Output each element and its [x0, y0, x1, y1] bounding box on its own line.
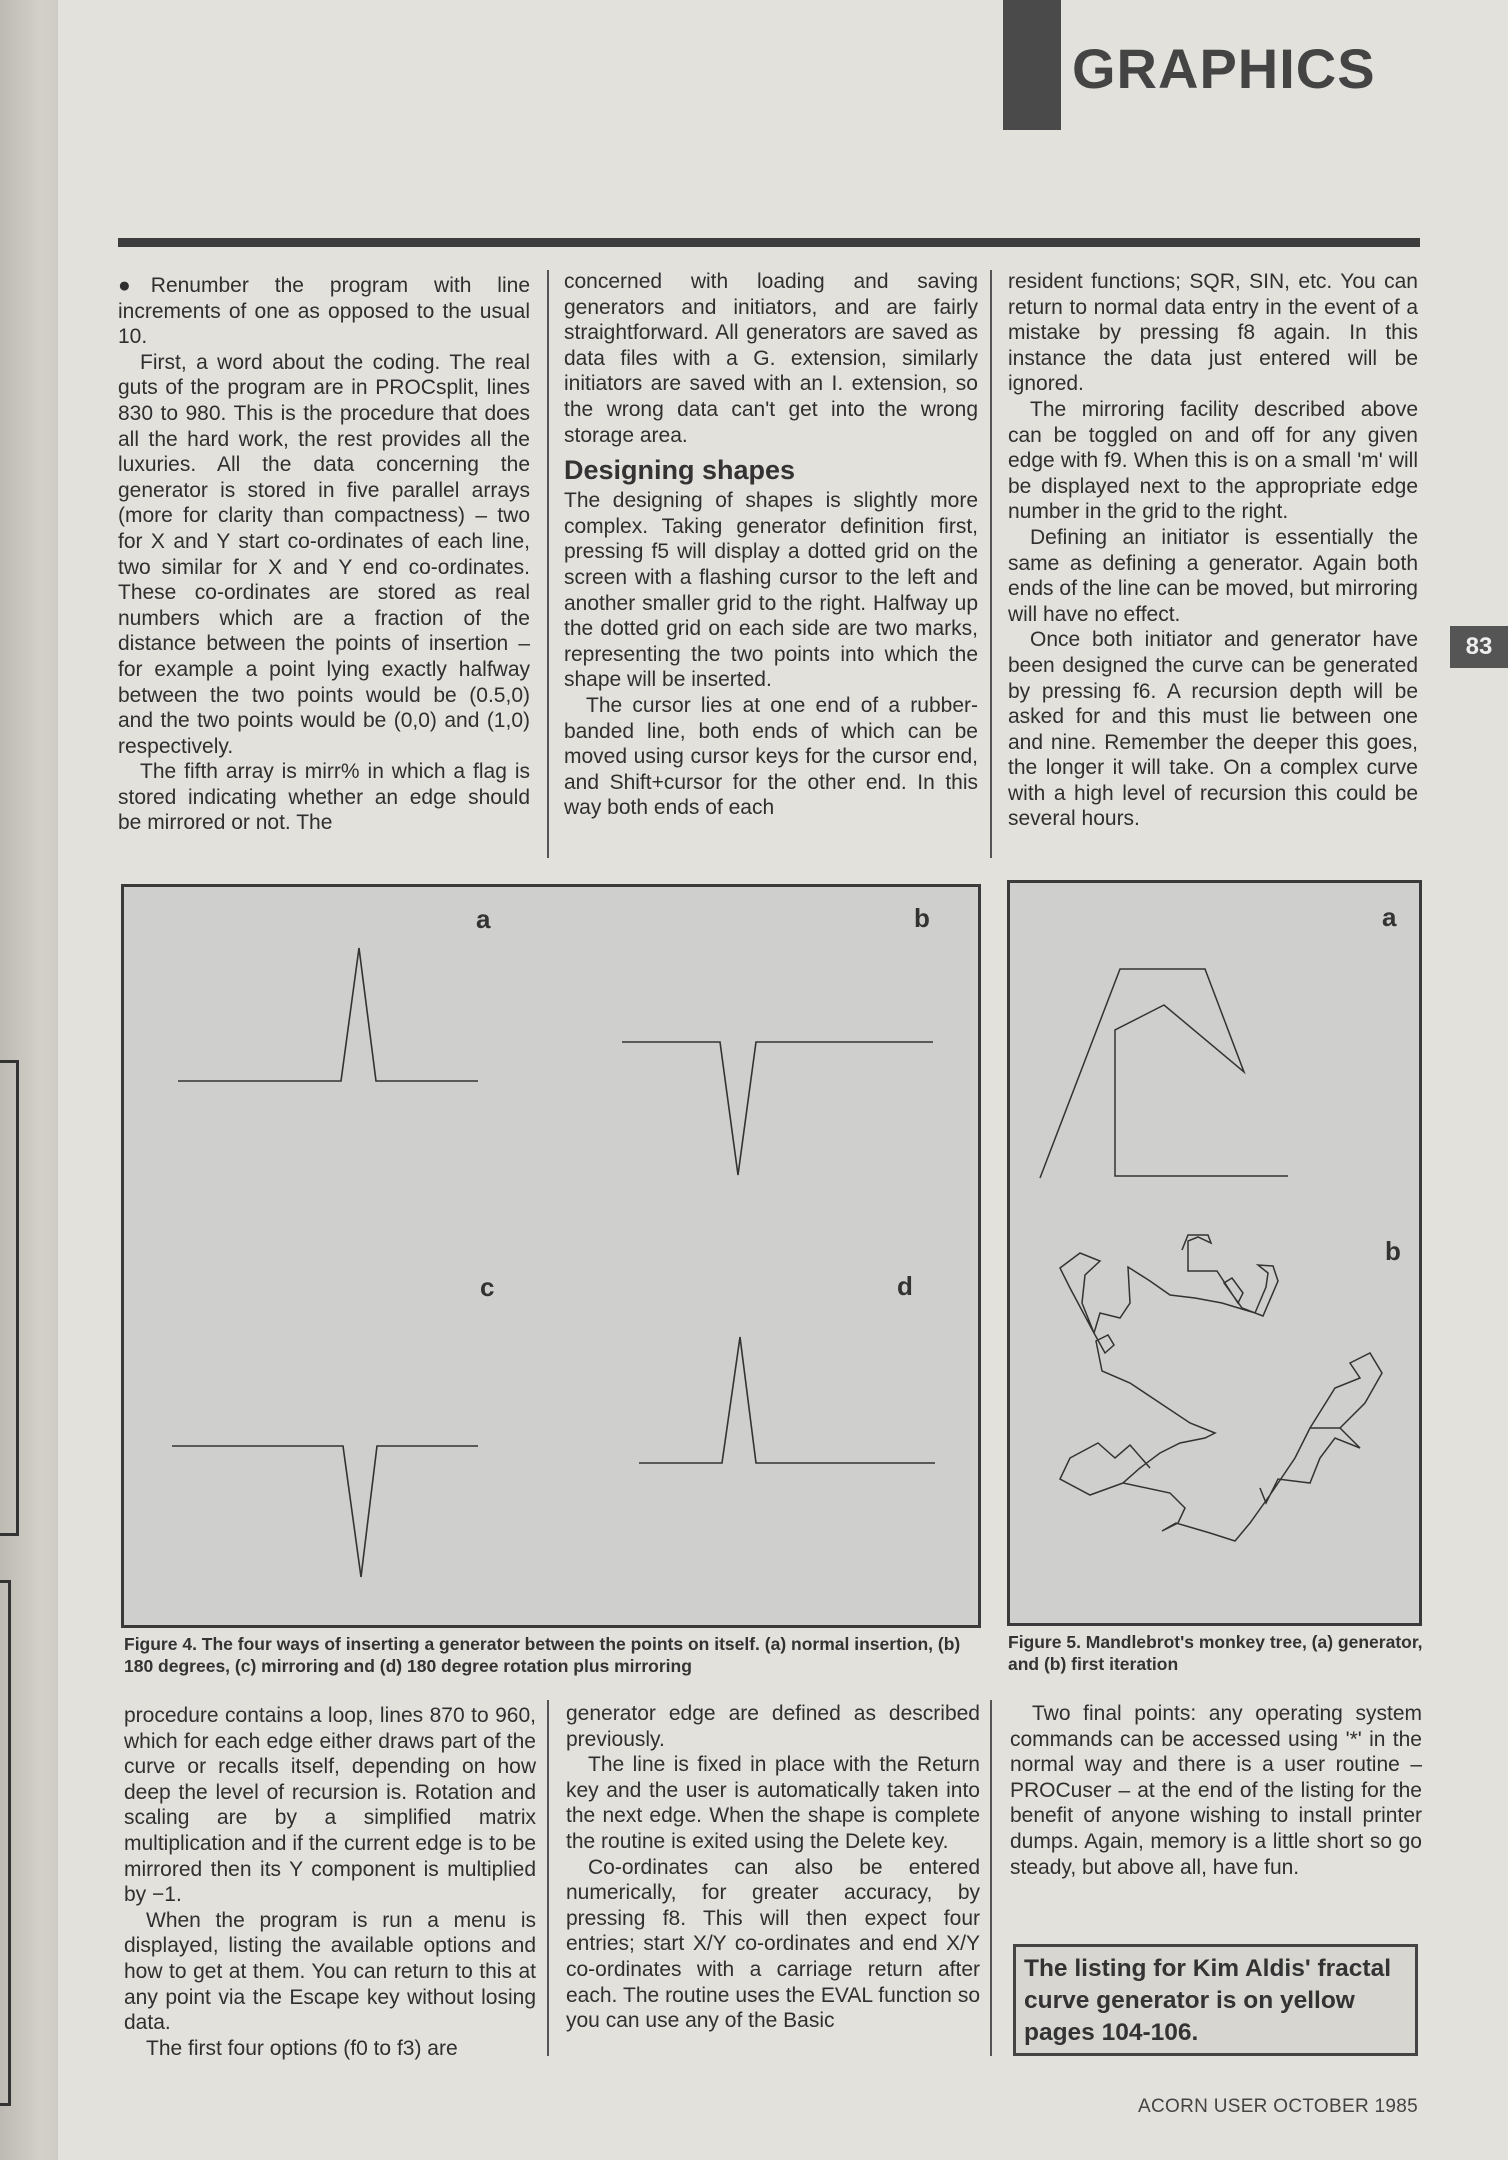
paragraph: Two final points: any operating system commands can be accessed using '*' in the normal way and there is a user routine – PROCuser – at the end of the listing for the benefit of anyone wishing to install printer dumps. Again, memory is a little short so go steady, but above all, have fun. — [1010, 1702, 1422, 1879]
generator-180-mirroring — [639, 1337, 935, 1463]
figure-5-graphic — [1010, 883, 1419, 1623]
column-2-bottom — [566, 1701, 980, 2034]
paragraph: concerned with loading and saving generators and initiators, and are fairly straightforward. All generators are saved as data files with a G. extension, similarly initiators are saved with an I. extension, so the wrong data can't get into the wrong storage area. — [564, 270, 978, 447]
column-2-top — [564, 269, 978, 821]
paragraph: The fifth array is mirr% in which a flag is stored indicating whether an edge should be mirrored or not. The — [118, 760, 530, 835]
figure-4-label-a: a — [476, 904, 491, 934]
monkey-tree-branch-right — [1310, 1353, 1382, 1428]
paragraph: The designing of shapes is slightly more complex. Taking generator definition first, pressing f5 will display a dotted grid on the screen with a flashing cursor to the left and another smaller grid to the right. Halfway up the dotted grid on each side are two marks, representing the two points into which the shape will be inserted. — [564, 489, 978, 692]
column-divider-bottom-2 — [990, 1700, 992, 2056]
paragraph: When the program is run a menu is displayed, listing the available options and how to get at them. You can return to this at any point via the Escape key without losing data. — [124, 1908, 536, 2035]
header-rule — [118, 238, 1420, 247]
header-block — [1003, 0, 1061, 130]
figure-4-graphic — [124, 887, 978, 1625]
paragraph: Co-ordinates can also be entered numerically, for greater accuracy, by pressing f8. This will then expect four entries; start X/Y co-ordinates and end X/Y co-ordinates with a carriage return after each. The routine uses the EVAL function so you can use any of the Basic — [566, 1855, 980, 2033]
paragraph: The cursor lies at one end of a rubber-banded line, both ends of which can be moved using cursor keys for the cursor end, and Shift+cursor for the other end. In this way both ends of each — [564, 693, 978, 820]
column-3-top — [1008, 269, 1418, 832]
page-footer: ACORN USER OCTOBER 1985 — [1138, 2096, 1419, 2117]
paragraph: The line is fixed in place with the Return key and the user is automatically taken into the next edge. When the shape is complete the routine is exited using the Delete key. — [566, 1753, 980, 1853]
paragraph: resident functions; SQR, SIN, etc. You can return to normal data entry in the event of a mistake by pressing f8 again. In this instance the data just entered will be ignored. — [1008, 270, 1418, 396]
figure-5-label-b: b — [1385, 1236, 1401, 1266]
column-divider-top-1 — [547, 270, 549, 858]
monkey-tree-generator — [1040, 969, 1288, 1178]
column-1-top — [118, 273, 530, 836]
paragraph: generator edge are defined as described previously. — [566, 1702, 980, 1751]
figure-5 — [1007, 880, 1422, 1626]
monkey-tree-first-iteration — [1094, 1235, 1360, 1541]
section-title: GRAPHICS — [1072, 37, 1376, 100]
subheading: Designing shapes — [564, 455, 796, 486]
paragraph: ●Renumber the program with line increments of one as opposed to the usual 10. — [118, 274, 530, 349]
left-margin-box-upper — [0, 1060, 19, 1536]
figure-4-label-c: c — [480, 1272, 495, 1302]
paragraph: First, a word about the coding. The real guts of the program are in PROCsplit, lines 830 to 980. This is the procedure that does all the hard work, the rest provides all the luxuries. All the data concerning the generator is stored in five parallel arrays (more for clarity than compactness) – two for X and Y start co-ordinates of each line, two similar for X and Y end co-ordinates. These co-ordinates are stored as real numbers which are a fraction of the distance between the points of insertion – for example a point lying exactly halfway between the two points would be (0.5,0) and the two points would be (0,0) and (1,0) respectively. — [118, 350, 530, 758]
figure-5-label-a: a — [1382, 902, 1397, 932]
paragraph: The first four options (f0 to f3) are — [146, 2036, 458, 2060]
figure-4-label-d: d — [897, 1271, 913, 1301]
paragraph: The mirroring facility described above can be toggled on and off for any given edge with f9. When this is on a small 'm' will be displayed next to the appropriate edge number in the grid to the right. — [1008, 397, 1418, 524]
paragraph: Defining an initiator is essentially the same as defining a generator. Again both ends of the line can be moved, but mirroring will have no effect. — [1008, 525, 1418, 626]
listing-note-box: The listing for Kim Aldis' fractal curve generator is on yellow pages 104-106. — [1013, 1944, 1418, 2056]
monkey-tree-branch-left — [1060, 1253, 1100, 1333]
column-divider-top-2 — [990, 270, 992, 858]
figure-5-caption: Figure 5. Mandlebrot's monkey tree, (a) generator, and (b) first iteration — [1008, 1632, 1423, 1674]
monkey-tree-branch-lower — [1060, 1443, 1150, 1495]
generator-normal — [178, 948, 478, 1081]
generator-mirroring — [172, 1446, 478, 1577]
paragraph: Once both initiator and generator have been designed the curve can be generated by pressing f6. A recursion depth will be asked for and this must lie between one and nine. Remember the deeper this goes, the longer it will take. On a complex curve with a high level of recursion this could be several hours. — [1008, 628, 1418, 831]
column-divider-bottom-1 — [547, 1700, 549, 2056]
generator-180-degrees — [622, 1042, 933, 1175]
figure-4-caption: Figure 4. The four ways of inserting a generator between the points on itself. (a) normal insertion, (b) 180 degrees, (c) mirroring and (d) 180 degree rotation plus mirroring — [124, 1634, 961, 1676]
figure-4 — [121, 884, 981, 1628]
paragraph: procedure contains a loop, lines 870 to 960, which for each edge either draws part of the curve or recalls itself, depending on how deep the level of recursion is. Rotation and scaling are by a simplified matrix multiplication and if the current edge is to be mirrored then its Y component is multiplied by −1. — [124, 1704, 536, 1907]
figure-4-label-b: b — [914, 903, 930, 933]
left-margin-box-lower — [0, 1580, 11, 2106]
column-3-bottom — [1010, 1701, 1422, 1880]
page-number-tab: 83 — [1450, 626, 1508, 668]
column-1-bottom — [124, 1703, 536, 2061]
